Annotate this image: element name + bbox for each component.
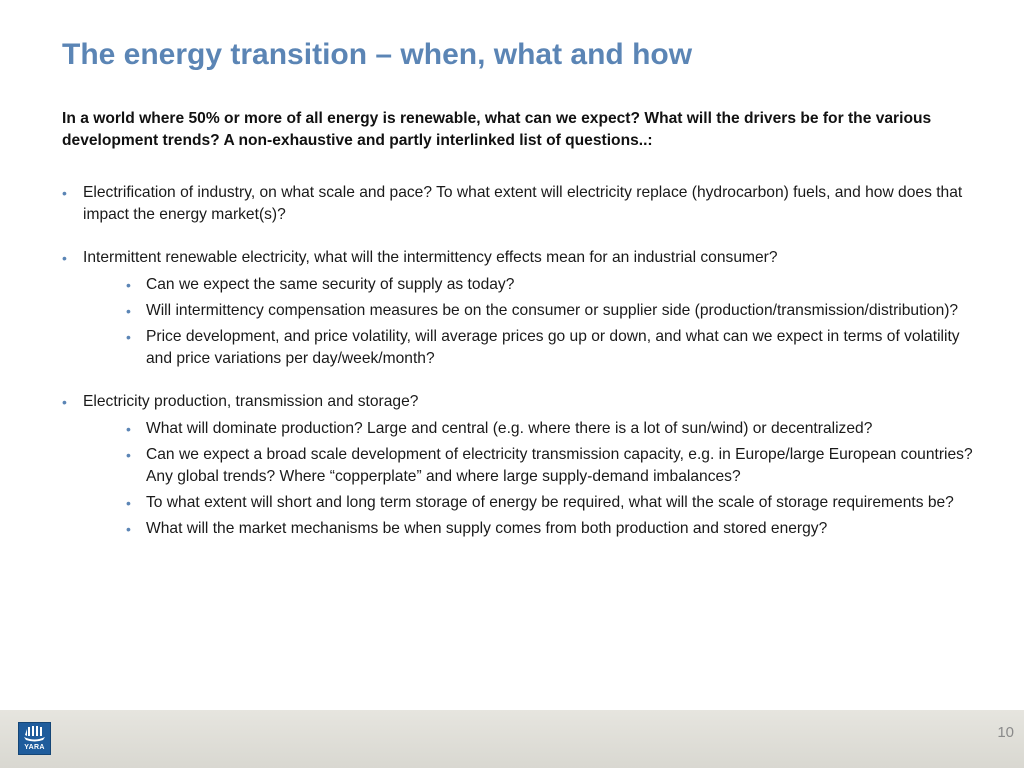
sub-bullet-item <box>83 418 982 440</box>
bullet-text: Electrification of industry, on what scale and pace? To what extent will electricity replace (hydrocarbon) fuels, and how does that impact the energy market(s)? <box>83 184 963 223</box>
bullet-text: Electricity production, transmission and storage? <box>83 393 419 410</box>
bullet-dot-icon: • <box>126 329 131 345</box>
sub-bullet-item <box>83 274 982 296</box>
bullet-item <box>62 182 982 226</box>
bullet-dot-icon: • <box>126 495 131 511</box>
sub-bullet-item <box>83 492 982 514</box>
page-number: 10 <box>997 724 1014 741</box>
sub-bullet-text: Can we expect a broad scale development of electricity transmission capacity, e.g. in Europe/large European countries? Any global trends? Where “copperplate” and where large supply-demand imbalances? <box>146 446 973 485</box>
footer-bar <box>0 710 1024 768</box>
sub-bullet-list <box>83 418 982 540</box>
bullet-dot-icon: • <box>62 185 67 201</box>
intro-paragraph: In a world where 50% or more of all energy is renewable, what can we expect? What will the drivers be for the various development trends? A non-exhaustive and partly interlinked list of questions..: <box>62 110 932 149</box>
bullet-list <box>62 182 982 540</box>
sub-bullet-list <box>83 274 982 370</box>
bullet-dot-icon: • <box>126 303 131 319</box>
sub-bullet-item <box>83 326 982 370</box>
sub-bullet-text: Will intermittency compensation measures be on the consumer or supplier side (production/transmission/distribution)? <box>146 302 959 319</box>
viking-ship-icon <box>19 723 50 745</box>
logo-text: YARA <box>24 744 45 751</box>
bullet-dot-icon: • <box>126 447 131 463</box>
sub-bullet-text: Can we expect the same security of supply as today? <box>146 276 515 293</box>
bullet-dot-icon: • <box>62 250 67 266</box>
sub-bullet-text: Price development, and price volatility, will average prices go up or down, and what can we expect in terms of volatility and price variations per day/week/month? <box>146 328 960 367</box>
sub-bullet-text: What will dominate production? Large and central (e.g. where there is a lot of sun/wind) or decentralized? <box>146 420 873 437</box>
bullet-dot-icon: • <box>126 277 131 293</box>
sub-bullet-item <box>83 518 982 540</box>
bullet-text: Intermittent renewable electricity, what will the intermittency effects mean for an industrial consumer? <box>83 249 778 266</box>
sub-bullet-item <box>83 444 982 488</box>
sub-bullet-item <box>83 300 982 322</box>
yara-logo <box>18 722 51 755</box>
bullet-item <box>62 391 982 540</box>
sub-bullet-text: What will the market mechanisms be when supply comes from both production and stored energy? <box>146 520 828 537</box>
bullet-dot-icon: • <box>62 394 67 410</box>
bullet-dot-icon: • <box>126 421 131 437</box>
bullet-item <box>62 247 982 370</box>
slide-title: The energy transition – when, what and how <box>62 38 693 71</box>
sub-bullet-text: To what extent will short and long term storage of energy be required, what will the scale of storage requirements be? <box>146 494 954 511</box>
bullet-dot-icon: • <box>126 521 131 537</box>
